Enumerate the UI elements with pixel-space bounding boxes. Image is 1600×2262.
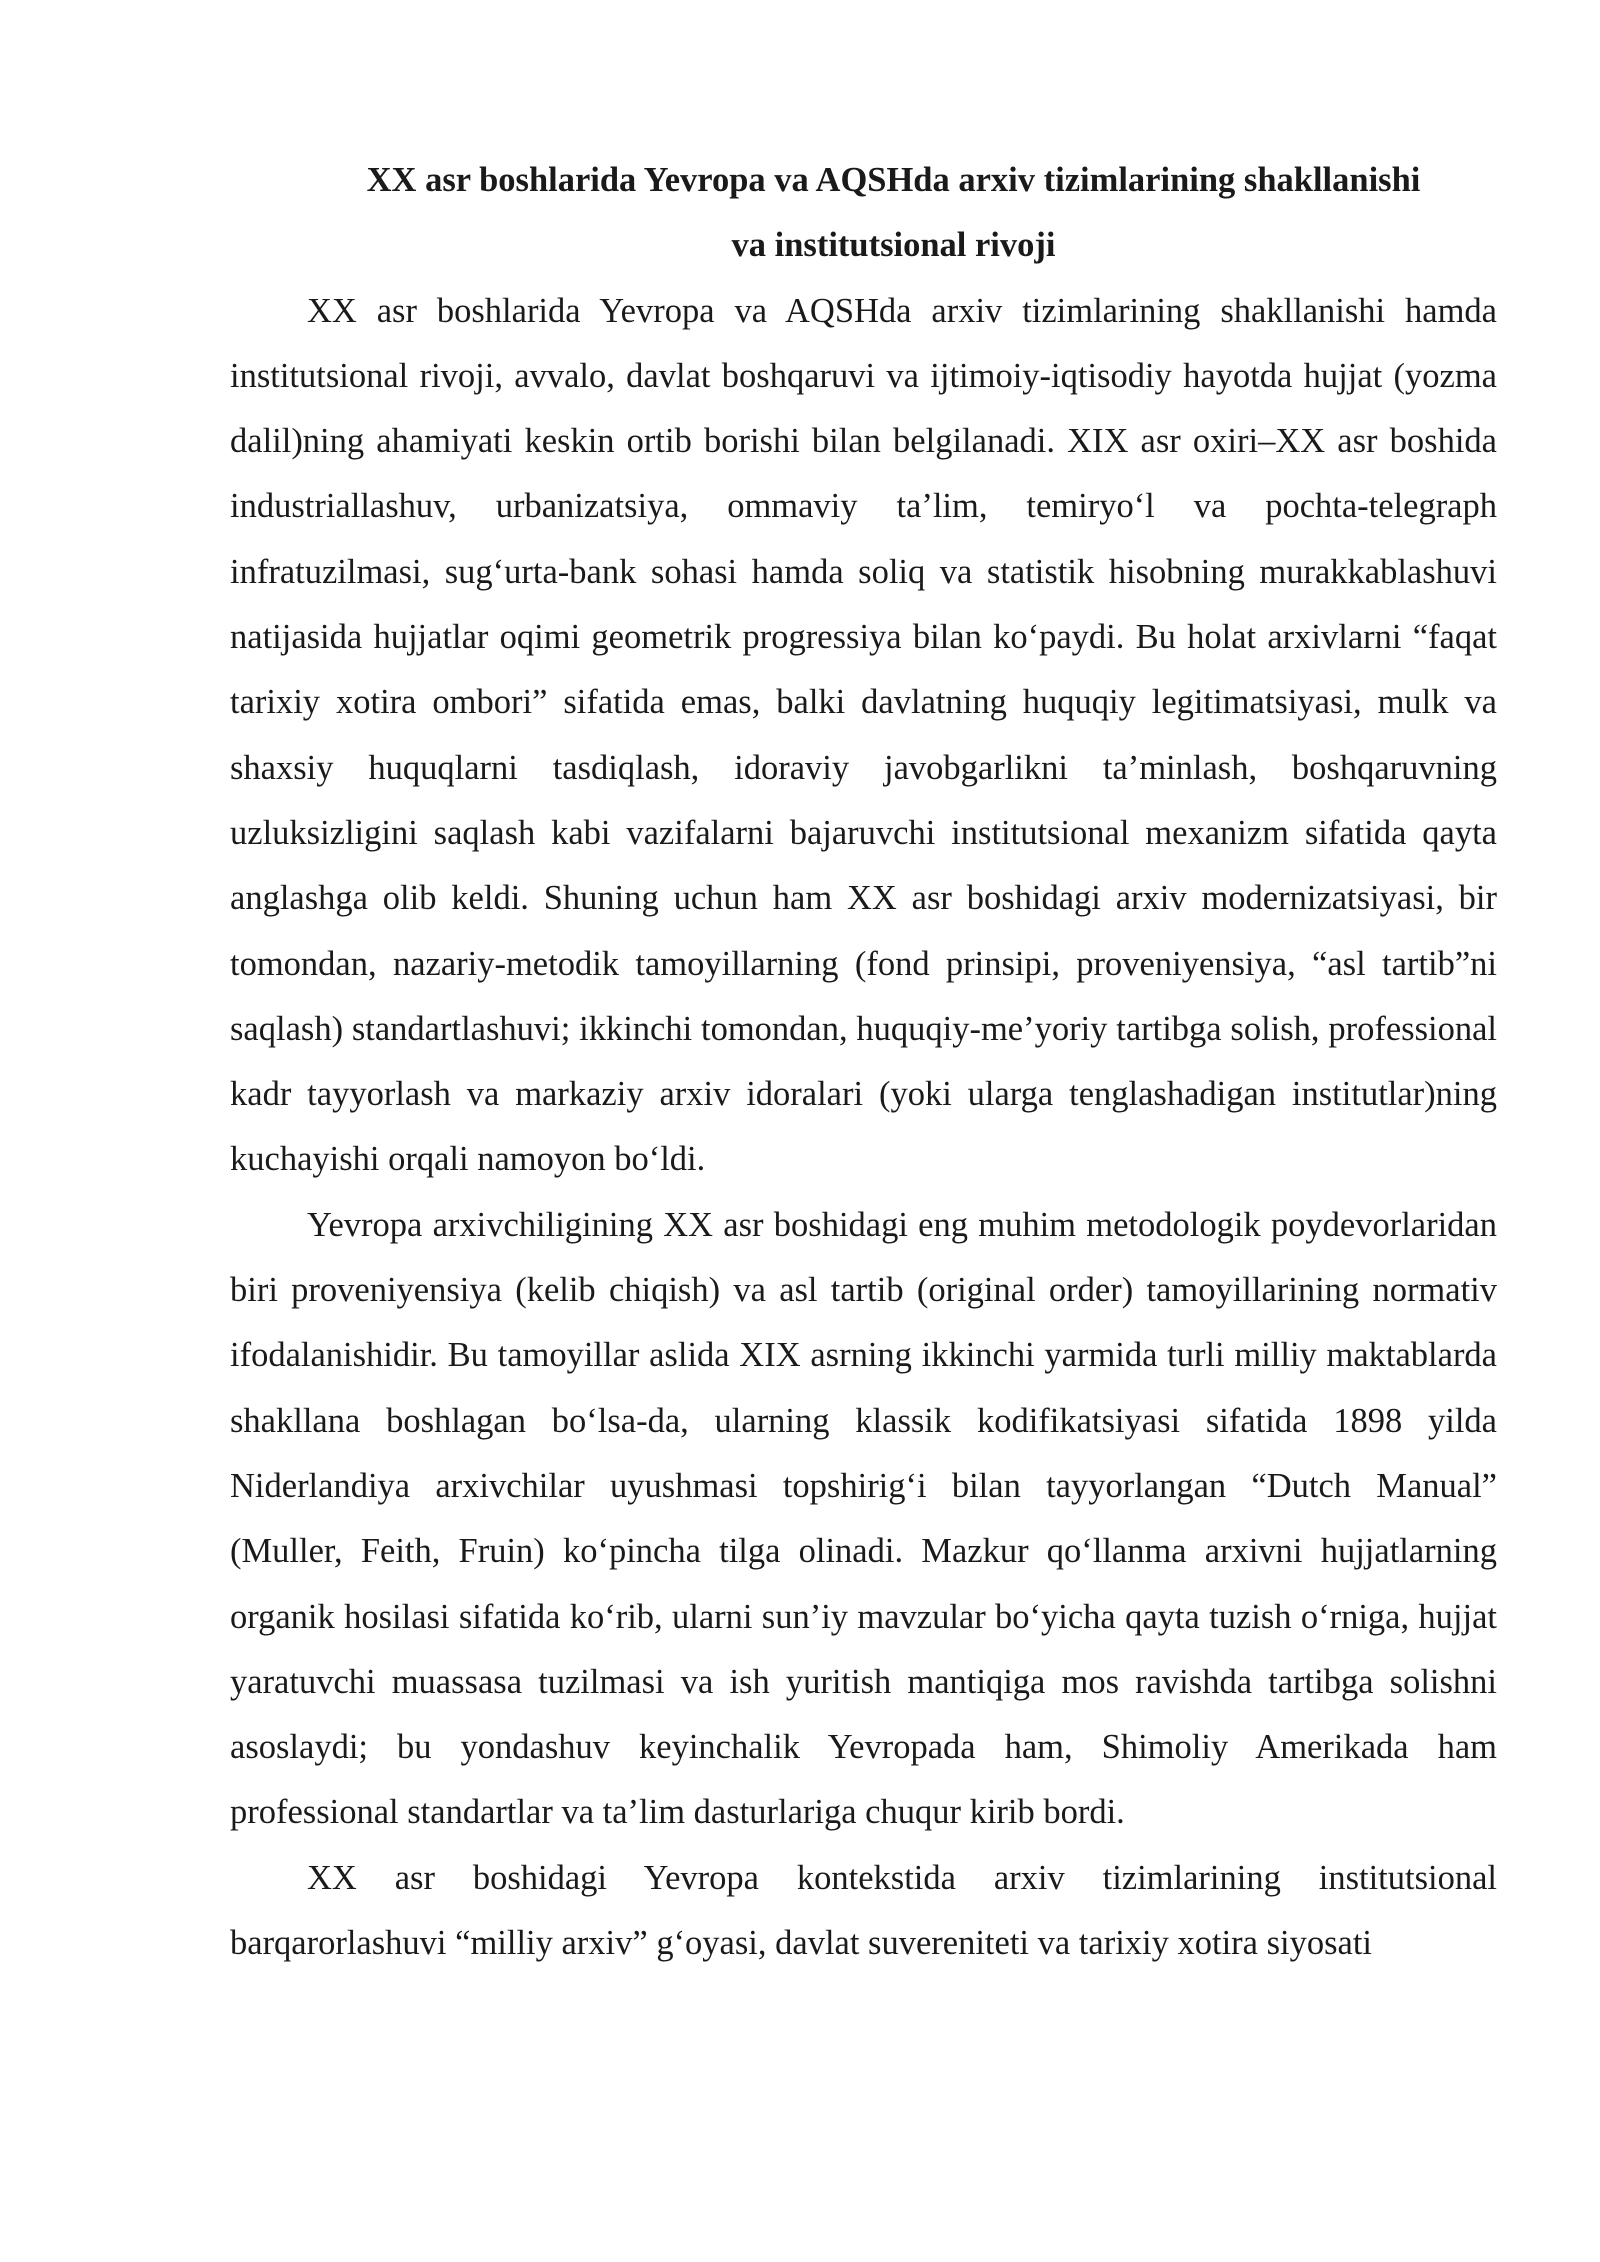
paragraph-3: XX asr boshidagi Yevropa kontekstida arxiv tizimlarining institutsional barqarorlashuvi “milliy arxiv” g‘oyasi, davlat suvereniteti va tarixiy xotira siyosati — [230, 1858, 1497, 1963]
document-title — [230, 148, 1497, 279]
paragraph-2: Yevropa arxivchiligining XX asr boshidagi eng muhim metodologik poydevorlaridan biri proveniyensiya (kelib chiqish) va asl tartib (original order) tamoyillarining normativ ifodalanishidir. Bu tamoyillar aslida XIX asrning ikkinchi yarmida turli milliy maktablarda shakllana boshlagan bo‘lsa-da, ularning klassik kodifikatsiyasi sifatida 1898 yilda Niderlandiya arxivchilar uyushmasi topshirig‘i bilan tayyorlangan “Dutch Manual” (Muller, Feith, Fruin) ko‘pincha tilga olinadi. Mazkur qo‘llanma arxivni hujjatlarning organik hosilasi sifatida ko‘rib, ularni sun’iy mavzular bo‘yicha qayta tuzish o‘rniga, hujjat yaratuvchi muassasa tuzilmasi va ish yuritish mantiqiga mos ravishda tartibga solishni asoslaydi; bu yondashuv keyinchalik Yevropada ham, Shimoliy Amerikada ham professional standartlar va ta’lim dasturlariga chuqur kirib bordi. — [230, 1205, 1497, 1832]
document-page — [230, 148, 1497, 1976]
paragraph-1: XX asr boshlarida Yevropa va AQSHda arxiv tizimlarining shakllanishi hamda institutsional rivoji, avvalo, davlat boshqaruvi va ijtimoiy-iqtisodiy hayotda hujjat (yozma dalil)ning ahamiyati keskin ortib borishi bilan belgilanadi. XIX asr oxiri–XX asr boshida industriallashuv, urbanizatsiya, ommaviy ta’lim, temiryo‘l va pochta-telegraph infratuzilmasi, sug‘urta-bank sohasi hamda soliq va statistik hisobning murakkablashuvi natijasida hujjatlar oqimi geometrik progressiya bilan ko‘paydi. Bu holat arxivlarni “faqat tarixiy xotira ombori” sifatida emas, balki davlatning huquqiy legitimatsiyasi, mulk va shaxsiy huquqlarni tasdiqlash, idoraviy javobgarlikni ta’minlash, boshqaruvning uzluksizligini saqlash kabi vazifalarni bajaruvchi institutsional mexanizm sifatida qayta anglashga olib keldi. Shuning uchun ham XX asr boshidagi arxiv modernizatsiyasi, bir tomondan, nazariy-metodik tamoyillarning (fond prinsipi, proveniyensiya, “asl tartib”ni saqlash) standartlashuvi; ikkinchi tomondan, huquqiy-me’yoriy tartibga solish, professional kadr tayyorlash va markaziy arxiv idoralari (yoki ularga tenglashadigan institutlar)ning kuchayishi orqali namoyon bo‘ldi. — [230, 291, 1497, 1179]
title-line-2: va institutsional rivoji — [731, 226, 1056, 265]
title-line-1: XX asr boshlarida Yevropa va AQSHda arxiv tizimlarining shakllanishi — [366, 161, 1421, 199]
